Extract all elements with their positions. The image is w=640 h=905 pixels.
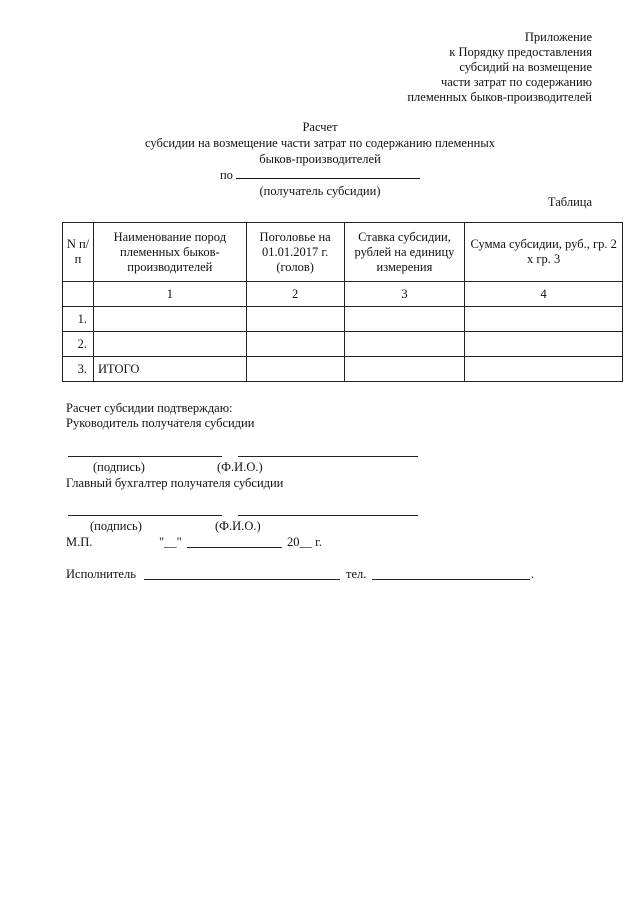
row-number-cell: 3. — [63, 357, 94, 382]
amount-cell[interactable] — [465, 307, 623, 332]
header-cell: Сумма субсидии, руб., гр. 2 x гр. 3 — [465, 223, 623, 282]
signature-caption: (подпись) — [90, 519, 142, 533]
row-number-cell: 1. — [63, 307, 94, 332]
appendix-line: племенных быков-производителей — [407, 90, 592, 104]
appendix-line: части затрат по содержанию — [440, 75, 592, 89]
headcount-cell[interactable] — [246, 357, 344, 382]
amount-cell[interactable] — [465, 357, 623, 382]
table-label: Таблица — [547, 195, 592, 209]
column-number-cell: 1 — [93, 282, 246, 307]
column-number-row — [63, 282, 623, 307]
amount-cell[interactable] — [465, 332, 623, 357]
rate-cell[interactable] — [344, 307, 465, 332]
appendix-line: Приложение — [524, 30, 592, 44]
name-caption: (Ф.И.О.) — [217, 460, 263, 474]
title-line: Расчет — [302, 120, 338, 134]
confirm-text: Расчет субсидии подтверждаю: — [66, 401, 233, 415]
recipient-caption: (получатель субсидии) — [259, 184, 381, 198]
accountant-signature-line[interactable] — [68, 515, 222, 516]
rate-cell[interactable] — [344, 357, 465, 382]
accountant-label: Главный бухгалтер получателя субсидии — [66, 476, 284, 490]
document-title — [0, 119, 640, 199]
phone-line[interactable] — [372, 579, 530, 580]
subsidy-table — [62, 222, 623, 382]
headcount-cell[interactable] — [246, 332, 344, 357]
executor-name-line[interactable] — [144, 579, 340, 580]
column-number-cell: 3 — [344, 282, 465, 307]
total-label-cell: ИТОГО — [93, 357, 246, 382]
header-cell: Наименование пород племенных быков-производителей — [93, 223, 246, 282]
head-name-line[interactable] — [238, 456, 418, 457]
rate-cell[interactable] — [344, 332, 465, 357]
appendix-line: субсидий на возмещение — [459, 60, 592, 74]
date-month-line[interactable] — [187, 547, 282, 548]
table-row — [63, 307, 623, 332]
column-number-cell: 2 — [246, 282, 344, 307]
executor-label: Исполнитель — [66, 567, 136, 581]
head-label: Руководитель получателя субсидии — [66, 416, 255, 430]
column-number-cell — [63, 282, 94, 307]
column-number-cell: 4 — [465, 282, 623, 307]
title-line: быков-производителей — [259, 152, 381, 166]
po-prefix: по — [219, 168, 233, 182]
headcount-cell[interactable] — [246, 307, 344, 332]
head-signature-line[interactable] — [68, 456, 222, 457]
date-day: "__" — [159, 535, 182, 549]
accountant-name-line[interactable] — [238, 515, 418, 516]
date-year: 20__ г. — [287, 535, 322, 549]
header-cell: N п/п — [63, 223, 94, 282]
breed-cell[interactable] — [93, 332, 246, 357]
recipient-field[interactable] — [236, 178, 420, 179]
header-cell: Ставка субсидии, рублей на единицу измерения — [344, 223, 465, 282]
recipient-line — [0, 167, 640, 183]
header-cell: Поголовье на 01.01.2017 г. (голов) — [246, 223, 344, 282]
table-row-total — [63, 357, 623, 382]
table-header-row — [63, 223, 623, 282]
name-caption: (Ф.И.О.) — [215, 519, 261, 533]
row-number-cell: 2. — [63, 332, 94, 357]
phone-label: тел. — [346, 567, 367, 581]
table-row — [63, 332, 623, 357]
signature-caption: (подпись) — [93, 460, 145, 474]
appendix-line: к Порядку предоставления — [449, 45, 592, 59]
stamp-place-label: М.П. — [66, 535, 93, 549]
appendix-block — [407, 30, 592, 105]
title-line: субсидии на возмещение части затрат по содержанию племенных — [145, 136, 495, 150]
end-dot: . — [531, 567, 535, 581]
breed-cell[interactable] — [93, 307, 246, 332]
